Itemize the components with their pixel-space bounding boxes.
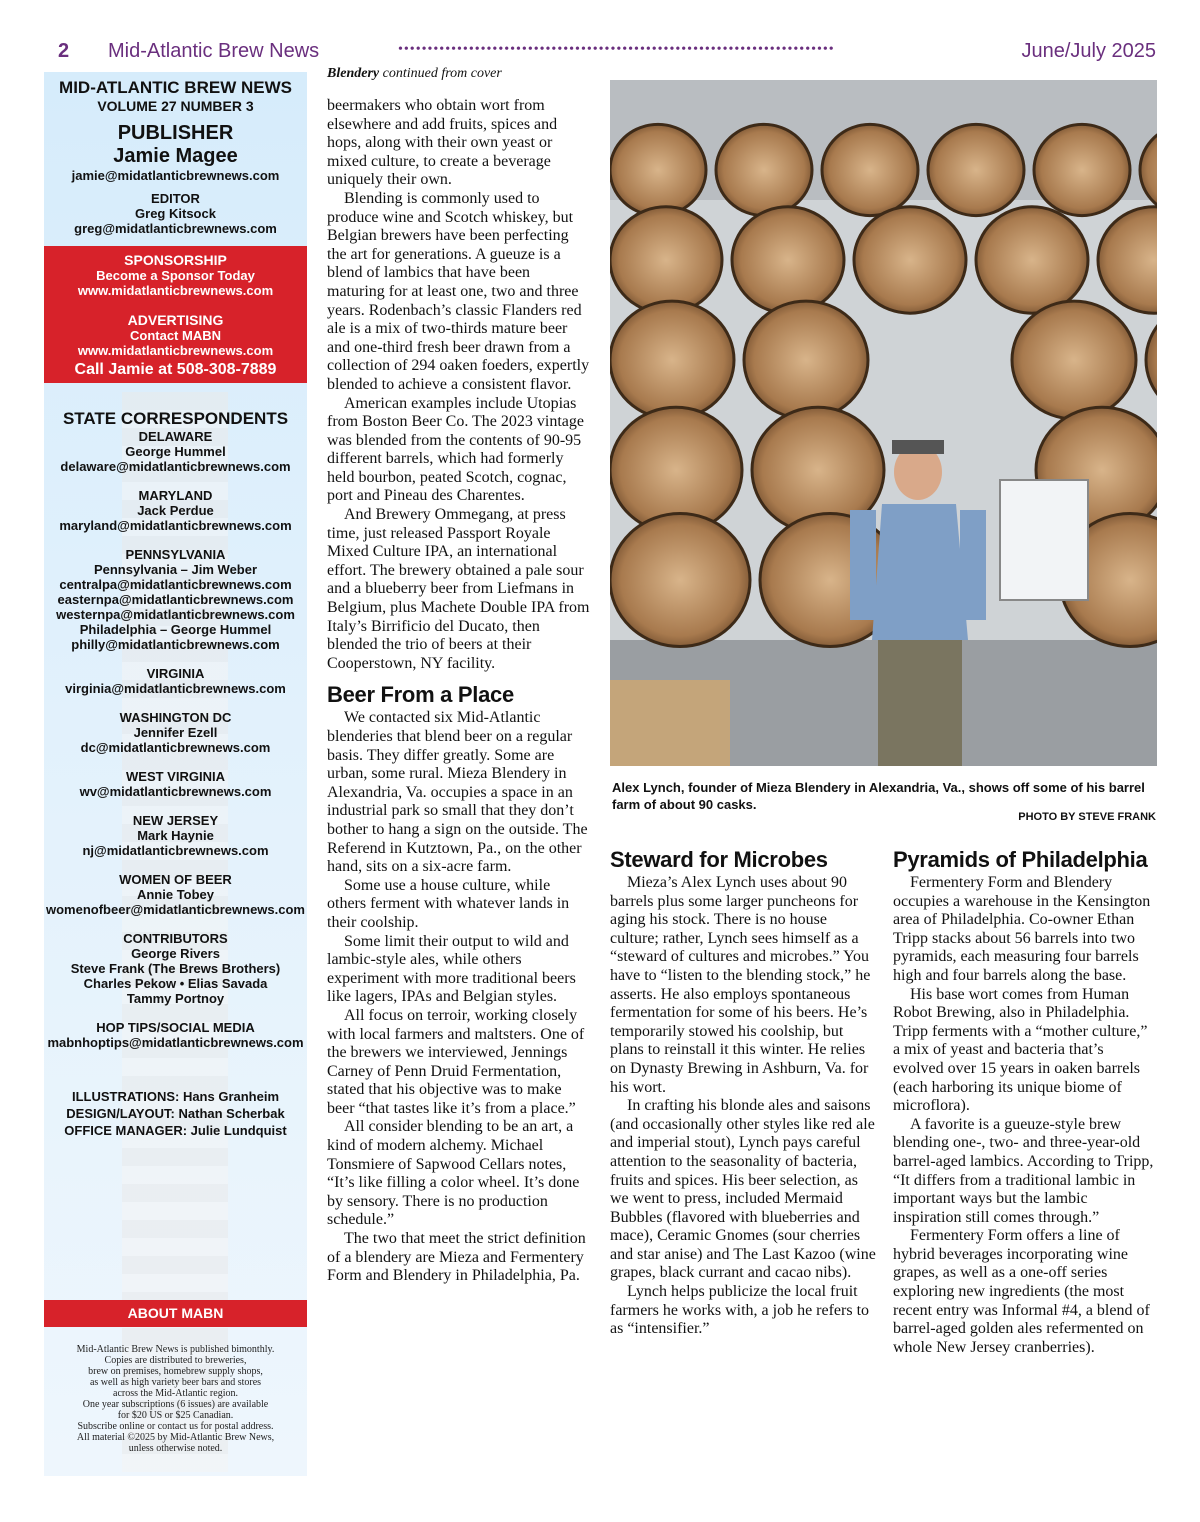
about-line: brew on premises, homebrew supply shops, xyxy=(88,1366,263,1377)
about-line: Copies are distributed to breweries, xyxy=(104,1355,247,1366)
paragraph: Some use a house culture, while others ferment with whatever lands in their coolship. xyxy=(327,876,570,931)
about-line: as well as high variety beer bars and stores xyxy=(89,1377,262,1388)
barrel-shape xyxy=(610,301,734,419)
paragraph: In crafting his blonde ales and saisons (and occasionally other styles like red ale and imperial stout), Lynch pays careful attention to the seasonality of bacteria, fruits and spices. His beer selection, as we went to press, included Mermaid Bubbles (flavored with blueberries and mace), Ceramic Gnomes (sour cherries and star anise) and The Last Kazoo (wine grapes, black currant and cacao nibs). xyxy=(610,1097,876,1282)
barrel-shape xyxy=(1034,124,1130,215)
correspondent-name: Jennifer Ezell xyxy=(133,725,218,740)
paragraph: Mieza’s Alex Lynch uses about 90 barrels plus some larger puncheons for aging his stock. There is no house culture; rather, Lynch sees himself as a “steward of cultures and microbes.” You have to “listen to the blending stock,” he asserts. He also employs spontaneous fermentation for some of his beers. He’s temporarily stowed his coolship, but plans to reinstall it this winter. He relies on Dynasty Brewing in Ashburn, Va. for his wort. xyxy=(610,874,871,1096)
header-dot-rule: •••••••••••••••••••••••••••••••••••••••••••••••••••••••••••••••••••••••••• xyxy=(398,42,835,57)
correspondent-name: George Rivers xyxy=(131,946,220,961)
correspondent-entry xyxy=(44,769,307,799)
paragraph: American examples include Utopias from Boston Beer Co. The 2023 vintage was blended from the contents of 90-95 different barrels, which had formerly held bourbon, peated Scotch, cognac, port and Pineau des Charentes. xyxy=(327,394,584,505)
correspondent-region: WOMEN OF BEER xyxy=(119,872,232,887)
correspondent-email: philly@midatlanticbrewnews.com xyxy=(71,637,280,652)
section-heading-pyramids-of-philadelphia: Pyramids of Philadelphia xyxy=(893,847,1148,872)
correspondent-name: Steve Frank (The Brews Brothers) xyxy=(70,961,281,976)
continued-suffix: continued from cover xyxy=(379,66,502,81)
masthead-sidebar xyxy=(44,72,307,1476)
paragraph: Some limit their output to wild and lambic-style ales, while others experiment with more traditional beers like lagers, IPAs and Belgian styles. xyxy=(327,932,576,1006)
issue-date: June/July 2025 xyxy=(1021,40,1156,62)
correspondent-name: Tammy Portnoy xyxy=(126,991,225,1006)
paragraph: We contacted six Mid-Atlantic blenderies that blend beer on a regular basis. They differ greatly. Some are urban, some rural. Mieza Blendery in Alexandria, Va. occupies a space in an industrial park so small that they don’t bother to hang a sign on the outside. The Referend in Kutztown, Pa., on the other hand, sits on a six-acre farm. xyxy=(327,709,588,876)
paragraph: The two that meet the strict definition of a blendery are Mieza and Fermentery Form and Blendery in Philadelphia, Pa. xyxy=(327,1230,586,1285)
about-heading: ABOUT MABN xyxy=(44,1300,307,1327)
editor-email: greg@midatlanticbrewnews.com xyxy=(74,221,277,236)
correspondent-email: centralpa@midatlanticbrewnews.com xyxy=(59,577,292,592)
advertising-heading: ADVERTISING xyxy=(127,312,224,328)
correspondent-region: HOP TIPS/SOCIAL MEDIA xyxy=(96,1020,255,1035)
paragraph: Blending is commonly used to produce wine and Scotch whiskey, but Belgian brewers have been perfecting the art for generations. A gueuze is a blend of lambics that have been maturing for at least one, two and three years. Rodenbach’s classic Flanders red ale is a mix of two-thirds mature beer and one-third fresh beer drawn from a collection of 294 oaken foeders, expertly blended to achieve a consistent flavor. xyxy=(327,189,590,393)
correspondent-name: Pennsylvania – Jim Weber xyxy=(93,562,258,577)
section-heading-beer-from-a-place: Beer From a Place xyxy=(327,682,514,708)
sponsorship-url: www.midatlanticbrewnews.com xyxy=(77,283,274,298)
correspondent-email: delaware@midatlanticbrewnews.com xyxy=(60,459,291,474)
credit-design: DESIGN/LAYOUT: Nathan Scherbak xyxy=(66,1106,285,1121)
editor-heading: EDITOR xyxy=(151,191,200,206)
correspondent-entry xyxy=(44,488,307,533)
correspondent-entry xyxy=(44,931,307,1006)
about-text xyxy=(54,1344,297,1454)
section-1-paragraphs xyxy=(327,709,591,1285)
barrel-shape xyxy=(976,207,1088,313)
barrel-warehouse-image xyxy=(610,80,1157,766)
masthead-title: MID-ATLANTIC BREW NEWS xyxy=(59,78,292,97)
correspondent-email: nj@midatlanticbrewnews.com xyxy=(82,843,269,858)
correspondent-name: Philadelphia – George Hummel xyxy=(79,622,272,637)
barrel-photo xyxy=(610,80,1157,766)
barrel-shape xyxy=(610,124,706,215)
correspondent-email: dc@midatlanticbrewnews.com xyxy=(80,740,271,755)
page-header xyxy=(44,40,1156,68)
correspondents-heading: STATE CORRESPONDENTS xyxy=(62,409,289,428)
continued-label xyxy=(327,66,502,82)
publisher-name: Jamie Magee xyxy=(113,145,238,167)
correspondent-region: DELAWARE xyxy=(138,429,213,444)
credit-office-manager: OFFICE MANAGER: Julie Lundquist xyxy=(64,1123,287,1138)
photo-caption: Alex Lynch, founder of Mieza Blendery in Alexandria, Va., shows off some of his barrel farm of about 90 casks. xyxy=(612,780,1145,812)
publication-name: Mid-Atlantic Brew News xyxy=(108,40,320,62)
correspondent-email: mabnhoptips@midatlanticbrewnews.com xyxy=(47,1035,304,1050)
paragraph: beermakers who obtain wort from elsewhere and add fruits, spices and hops, along with their own yeast or mixed culture, to create a beverage uniquely their own. xyxy=(327,97,558,189)
publisher-block xyxy=(44,122,307,183)
section-3-paragraphs xyxy=(893,874,1157,1357)
barrel-shape xyxy=(744,301,868,419)
correspondent-name: Annie Tobey xyxy=(136,887,215,902)
advertising-phone: Call Jamie at 508-308-7889 xyxy=(74,361,277,378)
advertising-url: www.midatlanticbrewnews.com xyxy=(77,343,274,358)
correspondent-name: Mark Haynie xyxy=(137,828,214,843)
publisher-heading: PUBLISHER xyxy=(117,122,234,144)
barrel-shape xyxy=(716,124,812,215)
article-column-2 xyxy=(610,838,876,1339)
about-line: for $20 US or $25 Canadian. xyxy=(117,1410,234,1421)
paragraph: Fermentery Form and Blendery occupies a warehouse in the Kensington area of Philadelphia. Co-owner Ethan Tripp stacks about 56 barrels into two pyramids, each measuring four barrels high and four barrels along the base. xyxy=(893,874,1151,984)
correspondent-email: wv@midatlanticbrewnews.com xyxy=(79,784,272,799)
correspondent-email: virginia@midatlanticbrewnews.com xyxy=(65,681,286,696)
correspondent-entry xyxy=(44,710,307,755)
paragraph: And Brewery Ommegang, at press time, just released Passport Royale Mixed Culture IPA, an international effort. The brewery obtained a pale sour and a blueberry beer from Liefmans in Belgium, plus Machete Double IPA from Italy’s Birrificio del Ducato, then blended the trio of beers at their Cooperstown, NY facility. xyxy=(327,506,590,672)
paragraph: All focus on terroir, working closely with local farmers and maltsters. One of the brewers we interviewed, Jennings Carney of Penn Druid Fermentation, stated that his objective was to make beer “that tastes like it’s from a place.” xyxy=(327,1006,585,1117)
editor-block xyxy=(44,191,307,236)
credit-illustrations: ILLUSTRATIONS: Hans Granheim xyxy=(71,1089,280,1104)
about-line: unless otherwise noted. xyxy=(128,1443,223,1454)
correspondent-name: George Hummel xyxy=(125,444,226,459)
correspondent-email: westernpa@midatlanticbrewnews.com xyxy=(56,607,295,622)
correspondent-region: VIRGINIA xyxy=(146,666,205,681)
section-heading-steward-for-microbes: Steward for Microbes xyxy=(610,847,828,872)
sponsorship-line: Become a Sponsor Today xyxy=(96,268,255,283)
about-line: All material ©2025 by Mid-Atlantic Brew News, xyxy=(76,1432,275,1443)
barrel-shape xyxy=(610,207,722,313)
correspondent-name: Jack Perdue xyxy=(137,503,214,518)
state-correspondents xyxy=(44,409,307,1050)
correspondent-entry xyxy=(44,666,307,696)
correspondent-entry xyxy=(44,1020,307,1050)
paragraph: Lynch helps publicize the local fruit farmers he works with, a job he refers to as “intensifier.” xyxy=(610,1283,870,1338)
correspondent-list xyxy=(44,429,307,1050)
sponsorship-advertising-box xyxy=(44,246,307,383)
correspondent-region: MARYLAND xyxy=(138,488,213,503)
editor-name: Greg Kitsock xyxy=(135,206,216,221)
about-line: Subscribe online or contact us for postal address. xyxy=(77,1421,274,1432)
correspondent-email: womenofbeer@midatlanticbrewnews.com xyxy=(45,902,305,917)
correspondent-region: CONTRIBUTORS xyxy=(123,931,228,946)
sponsorship-heading: SPONSORSHIP xyxy=(124,252,227,268)
masthead xyxy=(44,72,307,114)
continued-story-name: Blendery xyxy=(327,66,380,81)
correspondent-region: WEST VIRGINIA xyxy=(126,769,225,784)
advertising-line: Contact MABN xyxy=(130,328,221,343)
correspondent-email: easternpa@midatlanticbrewnews.com xyxy=(57,592,294,607)
article-column-1 xyxy=(327,97,591,1286)
publisher-email: jamie@midatlanticbrewnews.com xyxy=(71,168,280,183)
barrel-shape xyxy=(854,207,966,313)
staff-credits xyxy=(44,1088,307,1139)
article-column-3 xyxy=(893,838,1157,1357)
barrel-shape xyxy=(610,514,750,647)
paragraph: Fermentery Form offers a line of hybrid beverages incorporating wine grapes, as well as a one-off series exploring new ingredients (the most recent entry was Informal #4, a blend of barrel-aged golden ales refermented on whole New Jersey cranberries). xyxy=(893,1227,1150,1356)
about-line: across the Mid-Atlantic region. xyxy=(113,1388,238,1399)
volume-number: VOLUME 27 NUMBER 3 xyxy=(97,98,254,114)
barrel-shape xyxy=(822,124,918,215)
correspondent-entry xyxy=(44,813,307,858)
correspondent-entry xyxy=(44,429,307,474)
barrel-shape xyxy=(928,124,1024,215)
about-line: Mid-Atlantic Brew News is published bimonthly. xyxy=(76,1344,275,1355)
correspondent-entry xyxy=(44,872,307,917)
section-2-paragraphs xyxy=(610,874,876,1339)
paragraph: All consider blending to be an art, a kind of modern alchemy. Michael Tonsmiere of Sapwood Cellars notes, “It’s like filling a color wheel. It’s done by sensory. There is no production schedule.” xyxy=(327,1118,580,1229)
correspondent-entry xyxy=(44,547,307,652)
correspondent-region: NEW JERSEY xyxy=(132,813,219,828)
barrel-shape xyxy=(732,207,844,313)
column-1-paragraphs xyxy=(327,97,591,673)
paragraph: A favorite is a gueuze-style brew blending one-, two- and three-year-old barrel-aged lambics. According to Tripp, “It differs from a traditional lambic in important ways but the lambic inspiration still comes through.” xyxy=(893,1115,1154,1226)
about-line: One year subscriptions (6 issues) are available xyxy=(82,1399,269,1410)
correspondent-region: WASHINGTON DC xyxy=(119,710,232,725)
correspondent-name: Charles Pekow • Elias Savada xyxy=(83,976,268,991)
correspondent-email: maryland@midatlanticbrewnews.com xyxy=(59,518,292,533)
page-number: 2 xyxy=(58,40,70,62)
correspondent-region: PENNSYLVANIA xyxy=(125,547,226,562)
paragraph: His base wort comes from Human Robot Brewing, also in Philadelphia. Tripp ferments with a “mother culture,” a mix of yeast and bacteria that’s evolved over 15 years in oaken barrels (each harboring its unique biome of microflora). xyxy=(893,985,1148,1115)
photo-credit: PHOTO BY STEVE FRANK xyxy=(1018,811,1156,823)
barrel-shape xyxy=(1012,301,1136,419)
